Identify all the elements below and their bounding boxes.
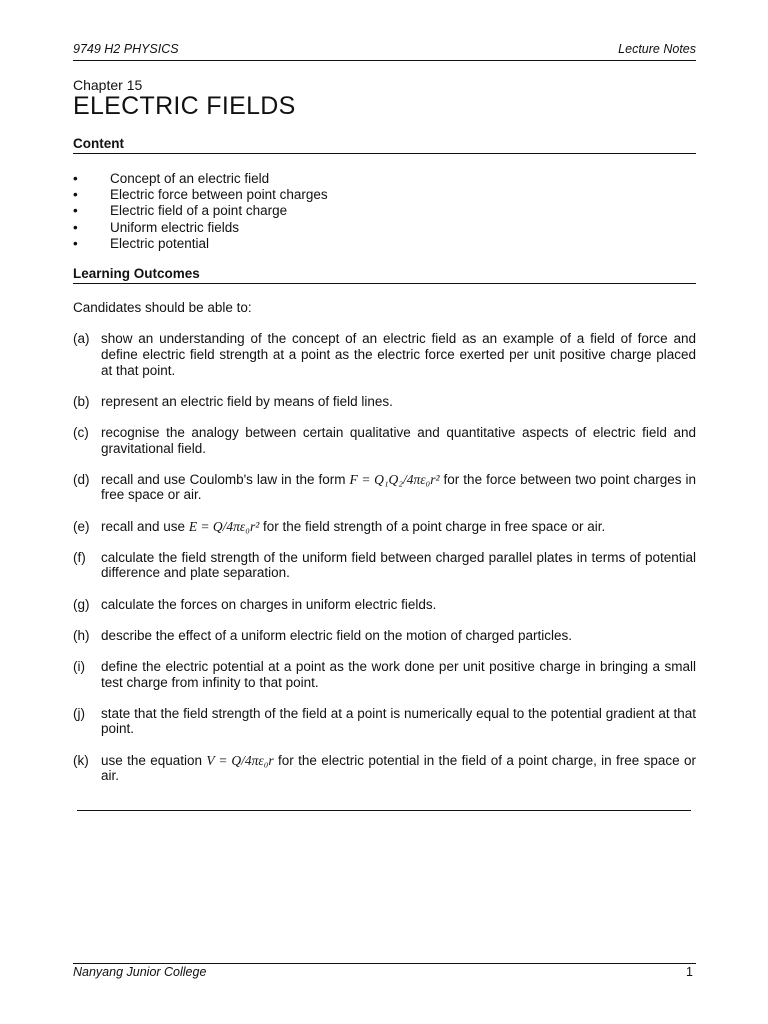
chapter-number: Chapter 15 (73, 77, 143, 93)
outcome-item-e: (e) recall and use E = Q/4πε₀r² for the field strength of a point charge in free space or air. (73, 518, 606, 534)
outcome-item-b: (b) represent an electric field by means of field lines. (73, 393, 393, 409)
outcome-item-a: (a) show an understanding of the concept of an electric field as an example of a field of force and define electric field strength at a point as the electric force exerted per unit positive charge placed at that point. (73, 331, 696, 378)
footer-institution: Nanyang Junior College (73, 965, 207, 979)
section-end-rule (77, 810, 691, 811)
outcome-item-i: (i) define the electric potential at a point as the work done per unit positive charge in bringing a small test charge from infinity to that point. (73, 658, 696, 690)
page-title: ELECTRIC FIELDS (73, 92, 296, 120)
header-rule (73, 60, 696, 61)
outcome-item-h: (h) describe the effect of a uniform electric field on the motion of charged particles. (73, 627, 573, 643)
outcome-item-k: (k) use the equation V = Q/4πε₀r for the electric potential in the field of a point charge, in free space or air. (73, 752, 696, 784)
learning-outcomes-list (73, 331, 696, 799)
outcome-item-j: (j) state that the field strength of the field at a point is numerically equal to the potential gradient at that point. (73, 705, 696, 737)
content-list (73, 171, 328, 252)
outcome-item-c: (c) recognise the analogy between certain qualitative and quantitative aspects of electric field and gravitational field. (73, 424, 696, 456)
content-heading: Content (73, 136, 696, 154)
outcome-item-f: (f) calculate the field strength of the uniform field between charged parallel plates in terms of potential difference and plate separation. (73, 549, 696, 581)
list-item: • Electric field of a point charge (73, 203, 288, 219)
list-item: • Electric potential (73, 235, 210, 251)
learning-outcomes-intro: Candidates should be able to: (73, 300, 252, 315)
page-number: 1 (686, 965, 693, 979)
footer-rule (73, 963, 696, 964)
list-item: • Concept of an electric field (73, 171, 270, 186)
list-item: • Uniform electric fields (73, 219, 240, 235)
outcome-item-g: (g) calculate the forces on charges in uniform electric fields. (73, 596, 437, 612)
outcome-item-d: (d) recall and use Coulomb's law in the form F = Q₁Q₂/4πε₀r² for the force between two point charges in free space or air. (73, 471, 696, 503)
document-page (73, 0, 696, 1024)
header-course: 9749 H2 PHYSICS (73, 42, 179, 56)
list-item: • Electric force between point charges (73, 187, 328, 203)
learning-outcomes-heading: Learning Outcomes (73, 266, 696, 284)
formula-potential: V = Q/4πε₀r (206, 752, 274, 768)
formula-field-strength: E = Q/4πε₀r² (188, 518, 260, 534)
header-doc-type: Lecture Notes (618, 42, 696, 56)
formula-coulomb-law: F = Q₁Q₂/4πε₀r² (349, 471, 440, 487)
